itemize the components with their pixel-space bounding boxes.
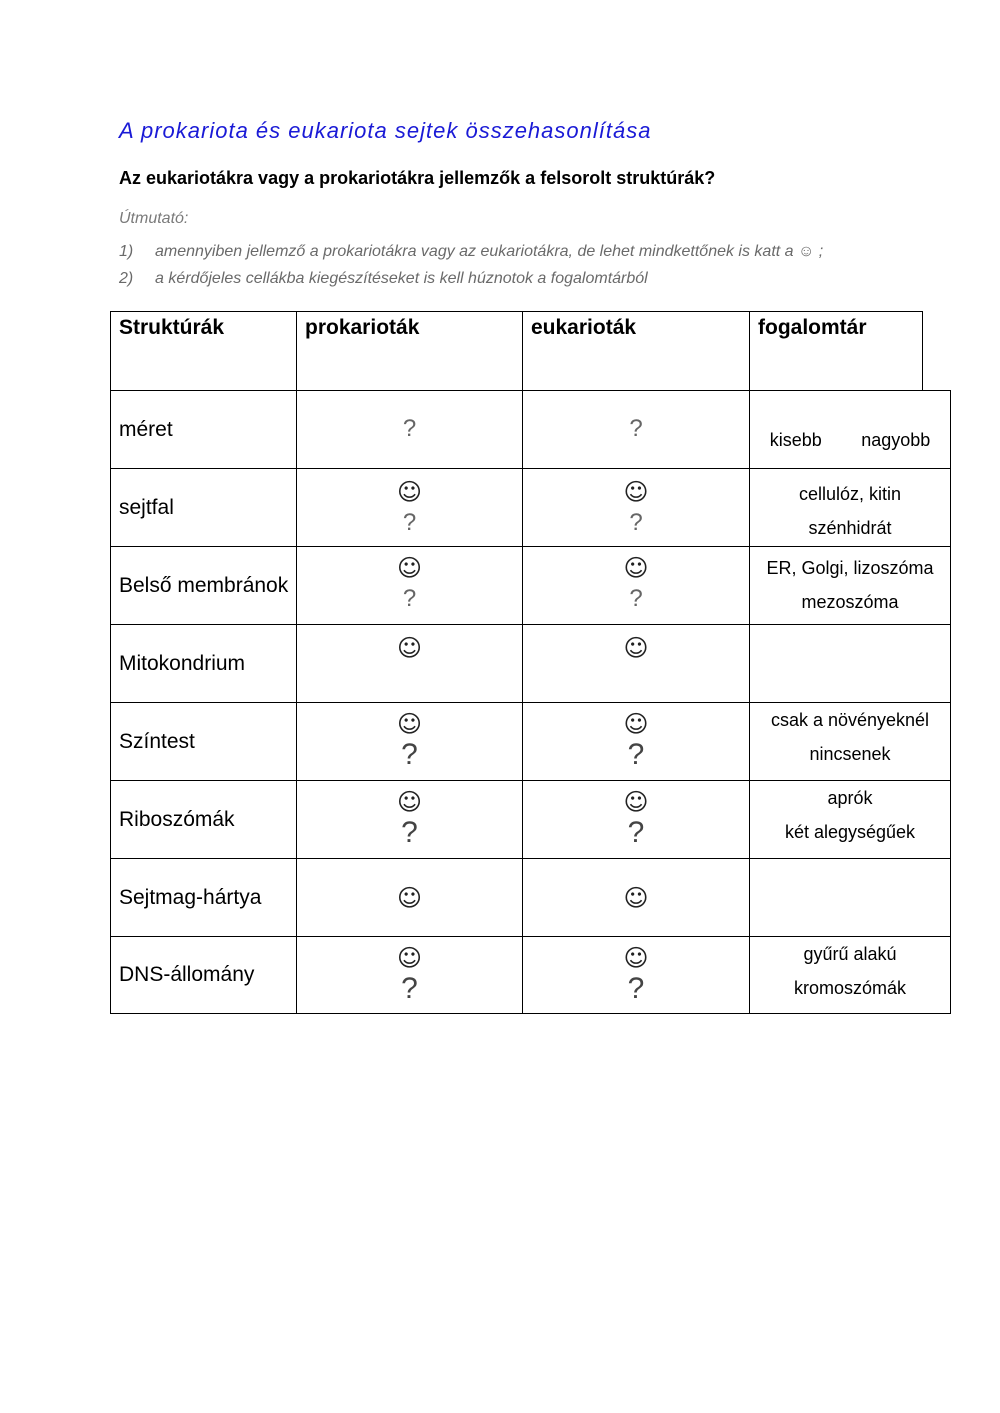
smiley-icon[interactable]: ☺ — [623, 884, 649, 912]
question-heading: Az eukariotákra vagy a prokariotákra jellemzők a felsorolt struktúrák? — [119, 168, 716, 188]
instructions-label: Útmutató: — [119, 210, 189, 227]
glossary-term[interactable]: nagyobb — [861, 429, 931, 450]
smiley-icon[interactable]: ☺ — [396, 944, 423, 972]
prokaryote-cell — [296, 546, 523, 625]
glossary-term[interactable]: kromoszómák — [793, 978, 907, 998]
prokaryote-cell — [296, 624, 523, 703]
prokaryote-cell — [296, 780, 523, 859]
instruction-number: 1) — [119, 243, 134, 260]
eukaryote-cell — [522, 780, 750, 859]
glossary-term[interactable]: kisebb — [769, 429, 822, 450]
eukaryote-cell — [522, 546, 750, 625]
glossary-term[interactable]: nincsenek — [809, 744, 891, 764]
smiley-icon[interactable]: ☺ — [623, 710, 649, 738]
glossary-term[interactable]: aprók — [827, 788, 873, 808]
glossary-term[interactable]: gyűrű alakú — [803, 944, 897, 964]
page-title: A prokariota és eukariota sejtek összehasonlítása — [119, 118, 652, 143]
prokaryote-cell — [296, 468, 523, 547]
glossary-cell — [749, 780, 951, 859]
prokaryote-cell — [296, 858, 523, 937]
glossary-term[interactable]: ER, Golgi, lizoszóma — [766, 558, 934, 578]
smiley-icon[interactable]: ☺ — [396, 478, 423, 506]
drop-target[interactable]: ? — [401, 972, 418, 1005]
smiley-icon[interactable]: ☺ — [623, 788, 649, 816]
instruction-text: amennyiben jellemző a prokariotákra vagy az eukariotákra, de lehet mindkettőnek is katt a ☺ ; — [155, 243, 824, 260]
drop-target[interactable]: ? — [401, 816, 418, 849]
prokaryote-cell — [296, 390, 523, 469]
eukaryote-cell — [522, 702, 750, 781]
glossary-term[interactable]: csak a növényeknél — [770, 710, 930, 730]
instruction-item — [119, 243, 823, 261]
row-name-sejtmag-hartya: Sejtmag-hártya — [110, 858, 297, 937]
drop-target[interactable]: ? — [402, 415, 417, 442]
row-name-riboszomak: Riboszómák — [110, 780, 297, 859]
smiley-icon[interactable]: ☺ — [623, 478, 649, 506]
prokaryote-cell — [296, 936, 523, 1014]
eukaryote-cell — [522, 468, 750, 547]
instruction-item — [119, 270, 648, 288]
glossary-cell — [749, 468, 951, 547]
row-name-sejtfal: sejtfal — [110, 468, 297, 547]
glossary-cell — [749, 702, 951, 781]
glossary-cell — [749, 858, 951, 937]
header-prokaryotes: prokarioták — [296, 311, 523, 391]
glossary-term[interactable]: mezoszóma — [801, 592, 899, 612]
row-name-dns-allomany: DNS-állomány — [110, 936, 297, 1014]
eukaryote-cell — [522, 390, 750, 469]
smiley-icon[interactable]: ☺ — [396, 710, 423, 738]
instruction-text: a kérdőjeles cellákba kiegészítéseket is kell húznotok a fogalomtárból — [155, 270, 648, 287]
glossary-cell — [749, 936, 951, 1014]
smiley-icon[interactable]: ☺ — [396, 634, 423, 662]
drop-target[interactable]: ? — [629, 509, 643, 536]
glossary-term[interactable]: cellulóz, kitin — [798, 484, 902, 504]
header-eukaryotes: eukarioták — [522, 311, 750, 391]
eukaryote-cell — [522, 624, 750, 703]
row-name-szintest: Színtest — [110, 702, 297, 781]
smiley-icon[interactable]: ☺ — [623, 944, 649, 972]
header-glossary: fogalomtár — [749, 311, 923, 391]
glossary-term[interactable]: két alegységűek — [784, 822, 916, 842]
instruction-number: 2) — [119, 270, 134, 287]
prokaryote-cell — [296, 702, 523, 781]
drop-target[interactable]: ? — [629, 585, 643, 612]
glossary-cell — [749, 546, 951, 625]
row-name-meret: méret — [110, 390, 297, 469]
smiley-icon[interactable]: ☺ — [396, 884, 423, 912]
drop-target[interactable]: ? — [402, 509, 417, 536]
row-name-belso-membranok: Belső membránok — [110, 546, 297, 625]
glossary-cell — [749, 624, 951, 703]
glossary-cell — [749, 390, 951, 469]
glossary-term[interactable]: szénhidrát — [808, 518, 892, 538]
smiley-icon[interactable]: ☺ — [396, 788, 423, 816]
drop-target[interactable]: ? — [629, 415, 643, 442]
drop-target[interactable]: ? — [627, 738, 645, 771]
drop-target[interactable]: ? — [401, 738, 418, 771]
smiley-icon[interactable]: ☺ — [623, 634, 649, 662]
eukaryote-cell — [522, 858, 750, 937]
smiley-icon[interactable]: ☺ — [396, 554, 423, 582]
smiley-icon[interactable]: ☺ — [623, 554, 649, 582]
row-name-mitokondrium: Mitokondrium — [110, 624, 297, 703]
eukaryote-cell — [522, 936, 750, 1014]
header-structures: Struktúrák — [110, 311, 297, 391]
drop-target[interactable]: ? — [402, 585, 417, 612]
drop-target[interactable]: ? — [627, 972, 645, 1005]
drop-target[interactable]: ? — [627, 816, 645, 849]
